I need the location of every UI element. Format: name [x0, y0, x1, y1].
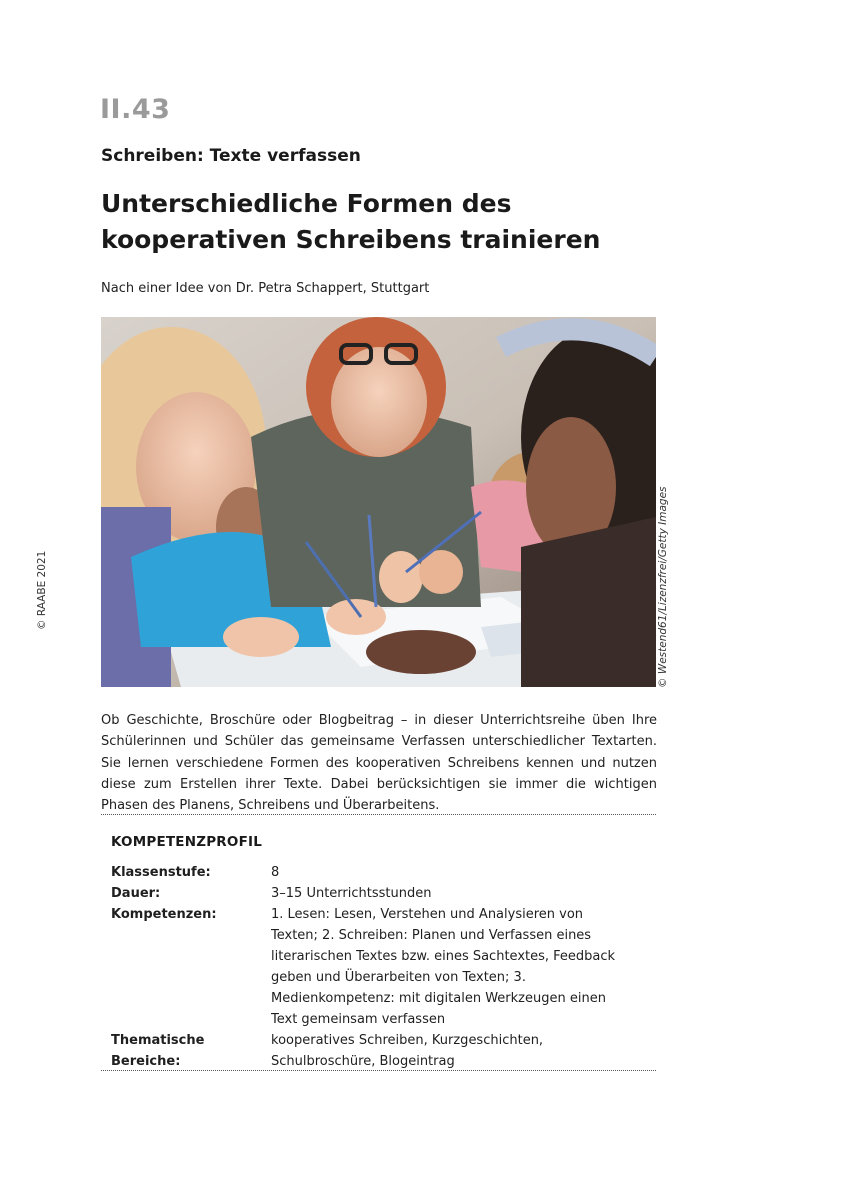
profile-row-topics — [111, 1030, 646, 1072]
cover-photo — [101, 317, 656, 687]
profile-label: Dauer: — [111, 886, 161, 901]
competence-profile — [111, 862, 646, 1072]
profile-label: Kompetenzen: — [111, 907, 217, 922]
profile-value: 3–15 Unterrichtsstunden — [271, 886, 432, 901]
author-line: Nach einer Idee von Dr. Petra Schappert, Stuttgart — [101, 281, 430, 296]
profile-value: 1. Lesen: Lesen, Verstehen und Analysieren von Texten; 2. Schreiben: Planen und Verfassen eines literarischen Textes bzw. eines Sachtextes, Feedback geben und Überarbeiten von Texten; 3. Medienkompetenz: mit digitalen Werkzeugen einen Text gemeinsam verfassen — [271, 907, 616, 1027]
profile-label: Thematische Bereiche: — [111, 1033, 205, 1069]
profile-row-duration — [111, 883, 646, 904]
profile-heading: KOMPETENZPROFIL — [111, 834, 263, 850]
divider-bottom — [101, 1070, 656, 1071]
photo-credit: © Westend61/Lizenzfrei/Getty Images — [657, 486, 669, 688]
copyright-note: © RAABE 2021 — [36, 550, 48, 630]
students-writing-illustration — [101, 317, 656, 687]
intro-paragraph: Ob Geschichte, Broschüre oder Blogbeitrag – in dieser Unterrichtsreihe üben Ihre Schülerinnen und Schüler das gemeinsame Verfassen unterschiedlicher Textarten. Sie lernen verschiedene Formen des kooperativen Schreibens kennen und nutzen diese zum Erstellen ihrer Texte. Dabei berücksichtigen sie immer die wichtigen Phasen des Planens, Schreibens und Überarbeitens. — [101, 713, 657, 814]
page-title: Unterschiedliche Formen des kooperativen Schreibens trainieren — [101, 189, 601, 254]
divider-top — [101, 814, 656, 815]
profile-value: kooperatives Schreiben, Kurzgeschichten, Schulbroschüre, Blogeintrag — [271, 1033, 544, 1069]
profile-label: Klassenstufe: — [111, 865, 211, 880]
profile-row-grade — [111, 862, 646, 883]
subject-heading: Schreiben: Texte verfassen — [101, 146, 361, 166]
profile-value: 8 — [271, 865, 280, 880]
section-code: II.43 — [100, 94, 171, 125]
profile-row-competences — [111, 904, 646, 1030]
